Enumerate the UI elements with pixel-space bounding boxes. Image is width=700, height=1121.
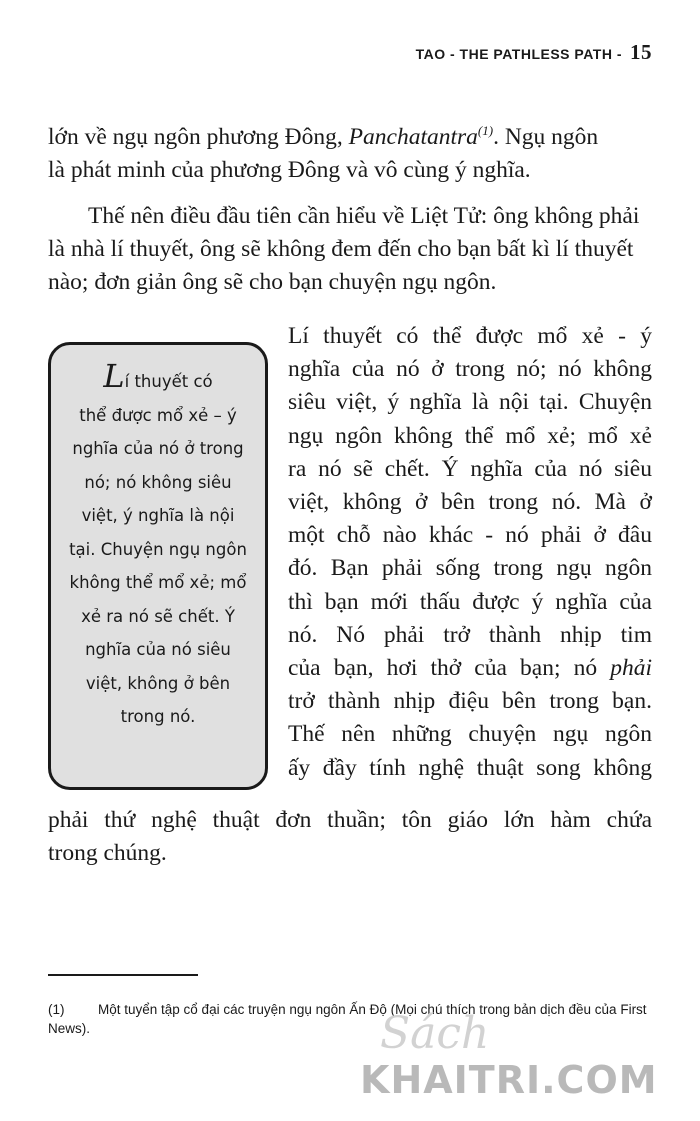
pull-quote-line: thể được mổ xẻ – ý (79, 405, 237, 425)
footnote (48, 1000, 658, 1038)
pull-quote-line: việt, không ở bên (85, 673, 231, 693)
paragraph-3-tail (48, 804, 652, 870)
drop-cap: L (103, 357, 125, 395)
para3-line11-start: của bạn, hơi thở của bạn; nó (288, 655, 611, 682)
page-number: 15 (630, 40, 652, 64)
footnote-ref: (1) (477, 123, 494, 138)
para3-line: ngụ ngôn không thể mổ xẻ; mổ xẻ (288, 422, 652, 449)
para3-line: siêu việt, ý nghĩa là nội tại. Chuyện (288, 389, 652, 416)
watermark-brand: KHAITRI.COM (360, 1058, 658, 1102)
para3-line: thì bạn mới thấu được ý nghĩa của (288, 588, 652, 615)
paragraph-2: Thế nên điều đầu tiên cần hiểu về Liệt Tử: ông không phải là nhà lí thuyết, ông sẽ không đem đến cho bạn bất kì lí thuyết nào; đơn giản ông sẽ cho bạn chuyện ngụ ngôn. (48, 203, 640, 295)
para3-line: trở thành nhịp điệu bên trong bạn. (288, 688, 652, 715)
para3-line: ra nó sẽ chết. Ý nghĩa của nó siêu (288, 455, 652, 482)
pull-quote-line: nó; nó không siêu (84, 472, 232, 492)
pull-quote-line: việt, ý nghĩa là nội (81, 506, 235, 525)
para1-line1-start: lớn về ngụ ngôn phương Đông, (48, 123, 349, 150)
para3-tail-line: trong chúng. (48, 840, 167, 866)
para3-line: Thế nên những chuyện ngụ ngôn (288, 721, 652, 748)
pull-quote-line: nghĩa của nó siêu (85, 640, 231, 659)
pull-quote-line: không thể mổ xẻ; mổ (69, 573, 247, 592)
pull-quote-line: nghĩa của nó ở trong (72, 439, 244, 458)
running-header (416, 40, 652, 65)
pull-quote-box (48, 342, 268, 790)
para3-line: việt, không ở bên trong nó. Mà ở (288, 489, 652, 516)
para3-line-italic (288, 652, 652, 685)
pull-quote-first-rest: í thuyết có (124, 372, 213, 391)
watermark-script: Sách (380, 1008, 490, 1059)
para3-tail-line: phải thứ nghệ thuật đơn thuần; tôn giáo lớn hàm chứa (48, 807, 652, 833)
emphasis-word: phải (610, 655, 652, 682)
pull-quote-line: tại. Chuyện ngụ ngôn (69, 539, 247, 559)
footnote-number: (1) (48, 1002, 65, 1017)
paragraph-1 (48, 114, 652, 187)
para3-line: nó. Nó phải trở thành nhịp tim (288, 621, 652, 648)
panchatantra-title: Panchatantra (348, 123, 478, 150)
running-title: TAO - THE PATHLESS PATH - (415, 46, 622, 62)
footnote-text: Một tuyển tập cổ đại các truyện ngụ ngôn Ấn Độ (Mọi chú thích trong bản dịch đều của First News). (48, 1002, 647, 1036)
pull-quote-line: trong nó. (120, 707, 196, 726)
para3-line: đó. Bạn phải sống trong ngụ ngôn (288, 555, 652, 582)
para3-line: ấy đầy tính nghệ thuật song không (288, 754, 652, 781)
para3-line: nghĩa của nó ở trong nó; nó không (288, 356, 652, 383)
pull-quote-line: xẻ ra nó sẽ chết. Ý (81, 606, 235, 626)
para1-line2: là phát minh của phương Đông và vô cùng ý nghĩa. (48, 156, 531, 183)
paragraph-3-column (288, 320, 652, 785)
para1-line1-end: . Ngụ ngôn (493, 123, 599, 150)
footnote-divider (48, 974, 198, 976)
para3-line: một chỗ nào khác - nó phải ở đâu (288, 522, 652, 549)
pull-quote-first-line (61, 357, 255, 399)
para3-line: Lí thuyết có thể được mổ xẻ - ý (288, 323, 652, 349)
